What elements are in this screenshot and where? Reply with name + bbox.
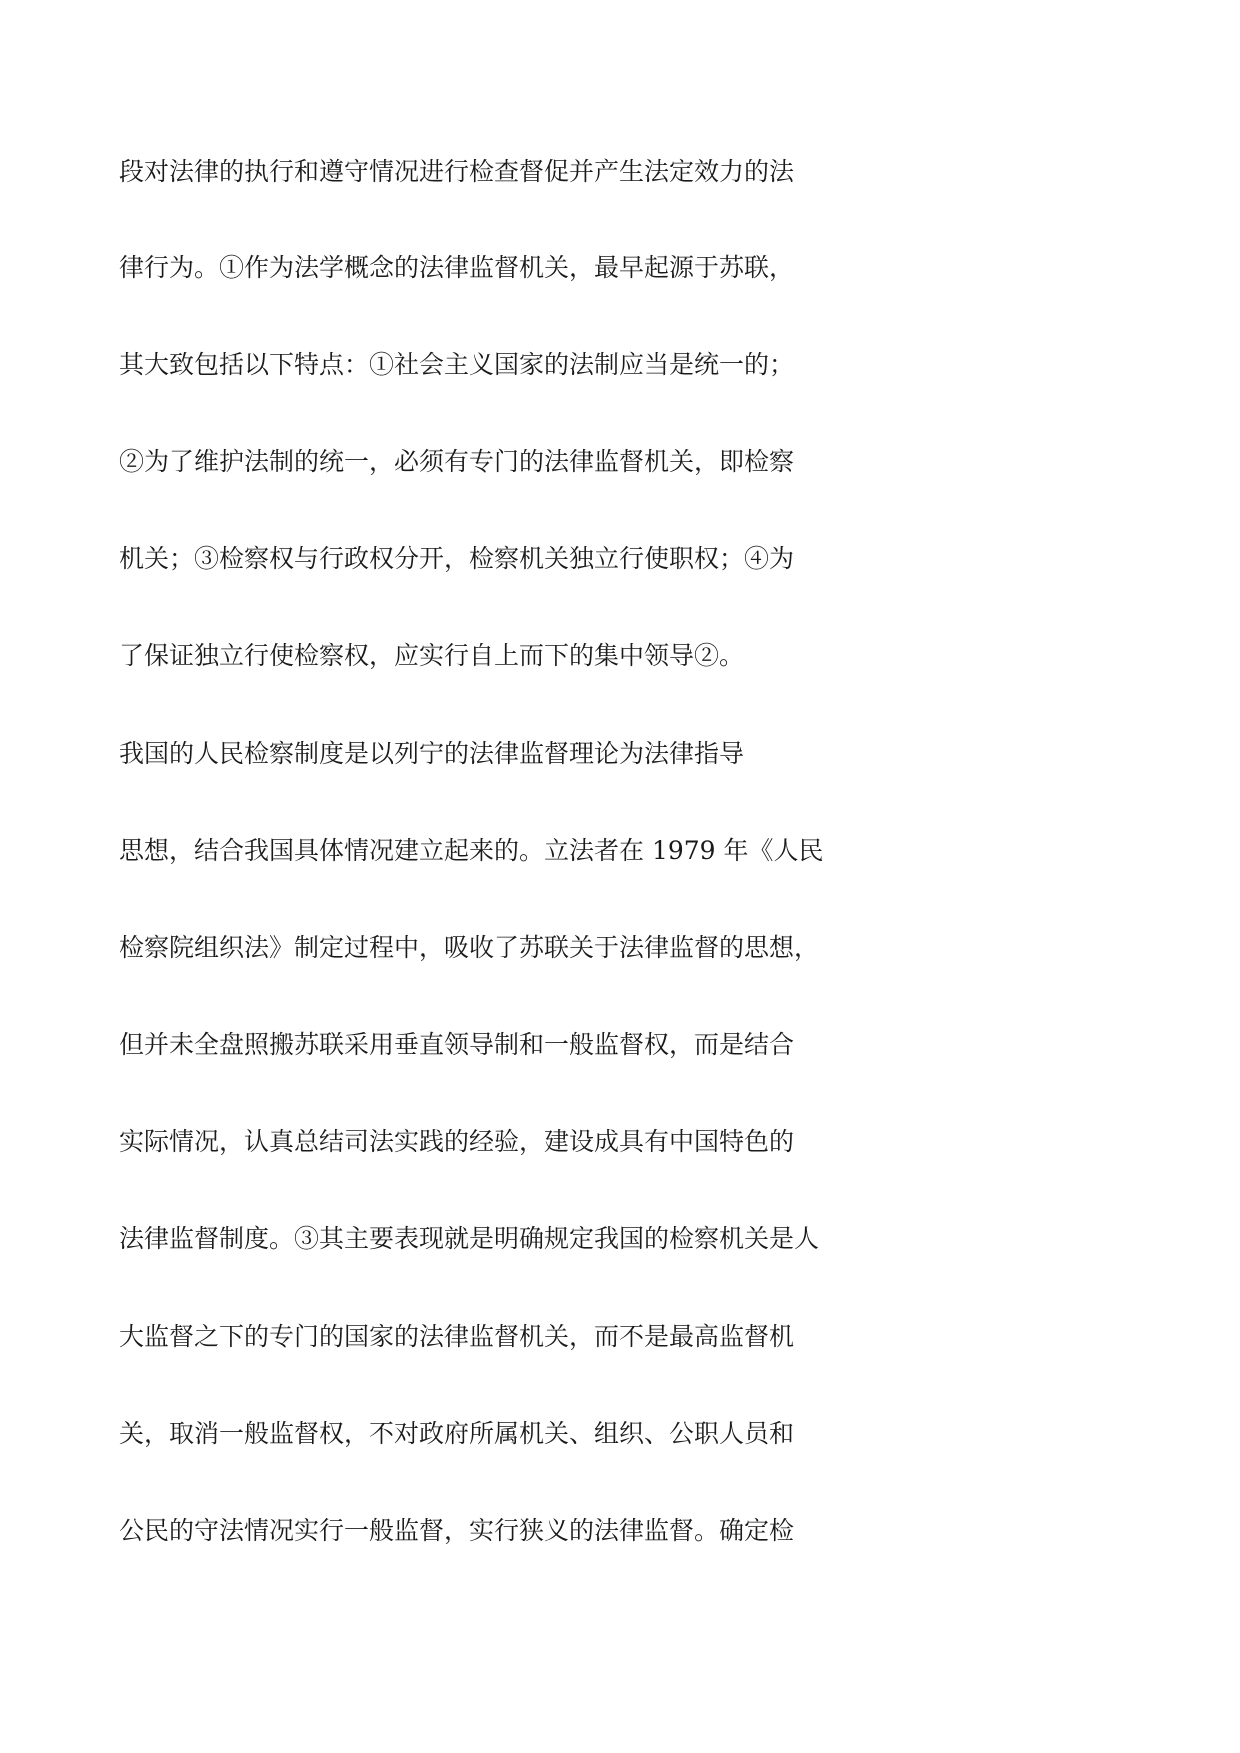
body-text-line: 但并未全盘照搬苏联采用垂直领导制和一般监督权，而是结合 xyxy=(119,1030,795,1059)
body-text-line: 段对法律的执行和遵守情况进行检查督促并产生法定效力的法 xyxy=(119,157,795,186)
body-text-line: 其大致包括以下特点：①社会主义国家的法制应当是统一的； xyxy=(119,350,795,379)
body-text-line: 公民的守法情况实行一般监督，实行狭义的法律监督。确定检 xyxy=(119,1516,795,1545)
body-text-line: 我国的人民检察制度是以列宁的法律监督理论为法律指导 xyxy=(119,739,745,768)
body-text-line: 法律监督制度。③其主要表现就是明确规定我国的检察机关是人 xyxy=(119,1224,820,1253)
body-text-line: 律行为。①作为法学概念的法律监督机关，最早起源于苏联， xyxy=(119,253,795,282)
body-text-line: 了保证独立行使检察权，应实行自上而下的集中领导②。 xyxy=(119,641,745,670)
body-text-line: ②为了维护法制的统一，必须有专门的法律监督机关，即检察 xyxy=(119,447,795,476)
body-text-line: 关，取消一般监督权，不对政府所属机关、组织、公职人员和 xyxy=(119,1419,795,1448)
body-text-line: 大监督之下的专门的国家的法律监督机关，而不是最高监督机 xyxy=(119,1322,795,1351)
body-text-line: 机关；③检察权与行政权分开，检察机关独立行使职权；④为 xyxy=(119,544,795,573)
body-text-line: 实际情况，认真总结司法实践的经验，建设成具有中国特色的 xyxy=(119,1127,795,1156)
body-text-line: 检察院组织法》制定过程中，吸收了苏联关于法律监督的思想， xyxy=(119,933,820,962)
body-text-line: 思想，结合我国具体情况建立起来的。立法者在 1979 年《人民 xyxy=(119,836,824,865)
